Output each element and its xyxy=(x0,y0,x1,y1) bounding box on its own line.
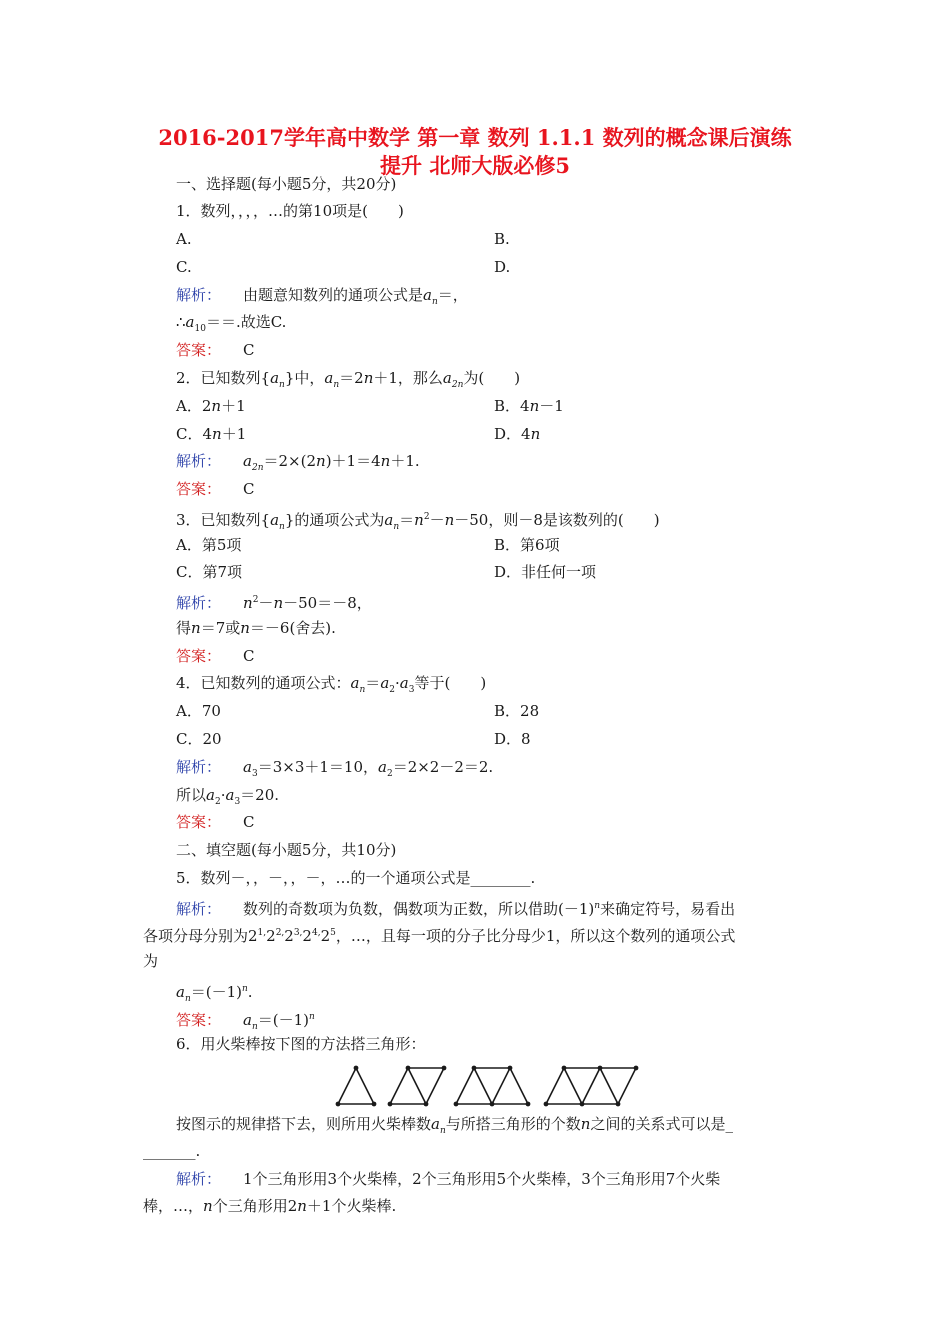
q3-stem: 3．已知数列$\{a_n\}$的通项公式为$a_n=n^2-n-50$，则－8是该数列的( ) xyxy=(176,511,660,532)
q4-option-c: C．20 xyxy=(176,730,222,748)
explanation-label: 解析： xyxy=(176,1170,222,1188)
answer-label: 答案： xyxy=(176,480,222,498)
q5-stem: 5．数列－，，－，，－，…的一个通项公式是________. xyxy=(176,869,536,887)
q2-option-b: B．4n－1 xyxy=(494,397,564,415)
q5-explanation-3: 为 xyxy=(143,952,159,970)
triangle-group-2 xyxy=(390,1068,444,1104)
q1-explanation-1: 解析： 由题意知数列的通项公式是$a_n=$， xyxy=(176,286,468,307)
q2-stem: 2．已知数列$\{a_n\}$中，$a_n=2n+1$，那么$a_{2n}$为( ) xyxy=(176,369,521,390)
explanation-label: 解析： xyxy=(176,286,222,304)
q5-explanation-1: 解析： 数列的奇数项为负数，偶数项为正数，所以借助$(-1)^n$来确定符号，易看出 xyxy=(176,900,736,918)
explanation-label: 解析： xyxy=(176,594,222,612)
section-fill-heading: 二、填空题(每小题5分，共10分) xyxy=(176,841,397,859)
q2-option-d: D．4n xyxy=(494,425,541,443)
q1-option-c: C. xyxy=(176,258,192,276)
q2-option-a: A．2n＋1 xyxy=(176,397,246,415)
title-line-1: 2016-2017学年高中数学 第一章 数列 1.1.1 数列的概念课后演练 xyxy=(158,125,792,150)
q2-answer: 答案： C xyxy=(176,480,255,498)
q1-answer: 答案： C xyxy=(176,341,255,359)
q6-stem: 6．用火柴棒按下图的方法搭三角形： xyxy=(176,1035,426,1053)
q3-option-c: C．第7项 xyxy=(176,563,243,581)
q4-explanation-1: 解析： $a_3=3\times 3+1=10$，$a_2=2\times 2-2=2$. xyxy=(176,758,494,779)
q6-explanation-1: 解析： 1个三角形用3个火柴棒，2个三角形用5个火柴棒，3个三角形用7个火柴 xyxy=(176,1170,721,1188)
q5-explanation-2: 各项分母分别为$2^{1,}2^{2,}2^{3,}2^{4,}2^5$，…，且每一项的分子比分母少1，所以这个数列的通项公式 xyxy=(143,927,736,945)
answer-label: 答案： xyxy=(176,647,222,665)
q2-explanation: 解析： $a_{2n}=2\times(2n)+1=4n+1$. xyxy=(176,452,420,473)
q1-stem: 1．数列，，，，…的第10项是( ) xyxy=(176,202,404,220)
answer-label: 答案： xyxy=(176,1011,222,1029)
q5-answer: 答案： $a_n=(-1)^n$ xyxy=(176,1011,315,1032)
q4-answer: 答案： C xyxy=(176,813,255,831)
q4-option-d: D．8 xyxy=(494,730,531,748)
q4-option-a: A．70 xyxy=(176,702,221,720)
matchstick-triangles-figure xyxy=(330,1060,650,1110)
q6-text-1: 按图示的规律搭下去，则所用火柴棒数$a_n$与所搭三角形的个数n之间的关系式可以是_ xyxy=(176,1115,733,1136)
answer-label: 答案： xyxy=(176,341,222,359)
q6-explanation-2: 棒，…，n个三角形用2n＋1个火柴棒. xyxy=(143,1197,397,1215)
q3-option-d: D．非任何一项 xyxy=(494,563,597,581)
q3-option-a: A．第5项 xyxy=(176,536,242,554)
q1-explanation-2: $\therefore a_{10}==$.故选C. xyxy=(176,313,287,334)
triangle-group-3 xyxy=(456,1068,528,1104)
q3-option-b: B．第6项 xyxy=(494,536,560,554)
q4-stem: 4．已知数列的通项公式：$a_n=a_2\cdot a_3$等于( ) xyxy=(176,674,487,695)
q4-explanation-2: 所以$a_2\cdot a_3=20$. xyxy=(176,786,280,807)
q5-explanation-4: $a_n=(-1)^n$. xyxy=(176,983,253,1004)
q1-option-b: B. xyxy=(494,230,510,248)
explanation-label: 解析： xyxy=(176,452,222,470)
q4-option-b: B．28 xyxy=(494,702,540,720)
q3-answer: 答案： C xyxy=(176,647,255,665)
q1-option-a: A. xyxy=(176,230,192,248)
section-choice-heading: 一、选择题(每小题5分，共20分) xyxy=(176,175,397,193)
q1-option-d: D. xyxy=(494,258,511,276)
answer-label: 答案： xyxy=(176,813,222,831)
triangle-group-4 xyxy=(546,1068,636,1104)
q6-text-2: _______. xyxy=(143,1142,201,1160)
explanation-label: 解析： xyxy=(176,900,222,918)
q3-explanation-2: 得n＝7或n＝－6(舍去). xyxy=(176,619,336,637)
explanation-label: 解析： xyxy=(176,758,222,776)
triangle-group-1 xyxy=(338,1068,374,1104)
q3-explanation-1: 解析： $n^2-n-50=-8$， xyxy=(176,594,372,612)
matchstick-vertices xyxy=(336,1066,639,1107)
q2-option-c: C．4n＋1 xyxy=(176,425,247,443)
title-line-2: 提升 北师大版必修5 xyxy=(380,153,570,178)
